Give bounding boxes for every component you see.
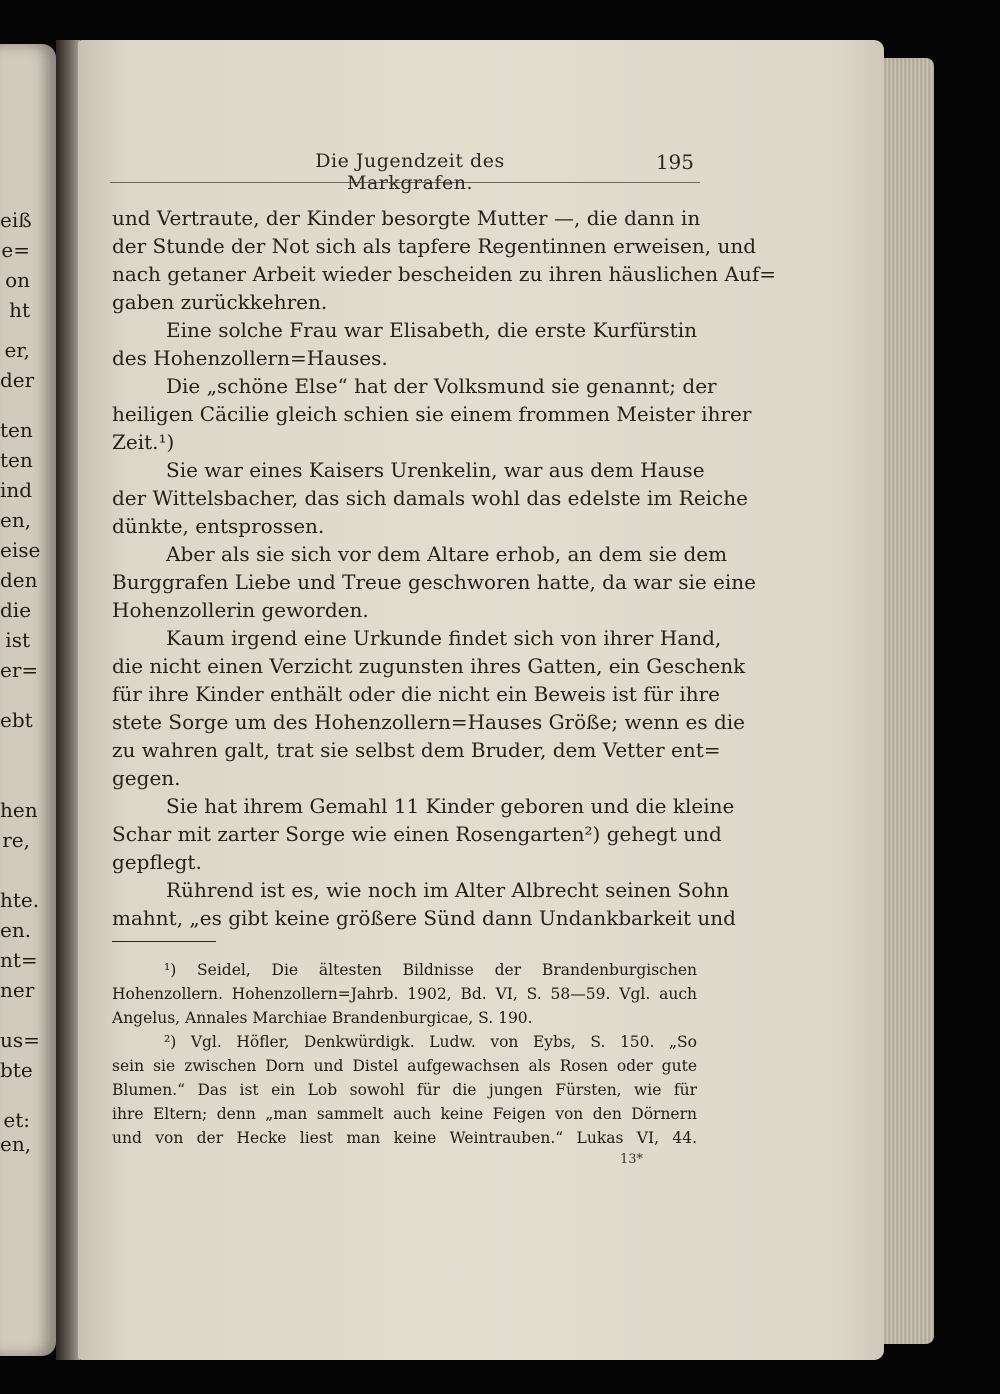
left-page-text: den [0, 568, 38, 592]
text-line: gepflegt. [112, 850, 202, 874]
left-page-text: hte. [0, 888, 40, 912]
left-page-text: et: [3, 1108, 30, 1132]
text-line: Sie hat ihrem Gemahl 11 Kinder geboren und die kleine [166, 794, 735, 818]
footnote-line: Angelus, Annales Marchiae Brandenburgicae, S. 190. [112, 1009, 533, 1027]
footnote-line: ¹) Seidel, Die ältesten Bildnisse der Brandenburgischen [164, 961, 697, 979]
text-line: gaben zurückkehren. [112, 290, 328, 314]
left-page-text: re, [2, 828, 30, 852]
left-page-text: der [0, 368, 35, 392]
text-line: Kaum irgend eine Urkunde findet sich von ihrer Hand, [166, 626, 722, 650]
text-line: Die „schöne Else“ hat der Volksmund sie genannt; der [166, 374, 717, 398]
text-line: und Vertraute, der Kinder besorgte Mutter —, die dann in [112, 206, 701, 230]
footnote-line: Hohenzollern. Hohenzollern=Jahrb. 1902, Bd. VI, S. 58—59. Vgl. auch [112, 985, 697, 1003]
running-title: Die Jugendzeit des Markgrafen. [315, 150, 505, 194]
left-page-text: ebt [0, 708, 33, 732]
book-gutter [56, 40, 80, 1360]
left-page-text: ten [0, 448, 33, 472]
left-page-text: ten [0, 418, 33, 442]
text-line: zu wahren galt, trat sie selbst dem Bruder, dem Vetter ent= [112, 738, 721, 762]
left-page-text: hen [0, 798, 38, 822]
text-line: gegen. [112, 766, 181, 790]
footnote-line: ²) Vgl. Höfler, Denkwürdigk. Ludw. von Eybs, S. 150. „So [164, 1033, 697, 1051]
footnote-line: und von der Hecke liest man keine Weintrauben.“ Lukas VI, 44. [112, 1129, 697, 1147]
left-page-text: e= [1, 238, 30, 262]
text-line: stete Sorge um des Hohenzollern=Hauses Größe; wenn es die [112, 710, 746, 734]
page-number: 195 [655, 150, 694, 174]
text-line: nach getaner Arbeit wieder bescheiden zu ihren häuslichen Auf= [112, 262, 776, 286]
footnote-rule [112, 941, 216, 942]
left-page-text: er, [4, 338, 30, 362]
left-page-text: on [5, 268, 30, 292]
left-page-text: eiß [0, 208, 32, 232]
left-page-text: en. [0, 918, 32, 942]
left-page-text: ner [0, 978, 35, 1002]
left-page-fragment [0, 44, 56, 1356]
left-page-text: die [0, 598, 32, 622]
page-edges [878, 58, 934, 1344]
printer-signature: 13* [620, 1152, 644, 1167]
page-header [110, 150, 700, 194]
text-line: dünkte, entsprossen. [112, 514, 325, 538]
left-page-text: er= [0, 658, 39, 682]
text-line: Zeit.¹) [112, 430, 175, 454]
left-page-text: en, [0, 1132, 32, 1156]
left-page-text: us= [0, 1028, 40, 1052]
left-page-text: ist [5, 628, 30, 652]
text-line: für ihre Kinder enthält oder die nicht ein Beweis ist für ihre [112, 682, 721, 706]
text-line: Rührend ist es, wie noch im Alter Albrecht seinen Sohn [166, 878, 730, 902]
footnote-line: Blumen.“ Das ist ein Lob sowohl für die jungen Fürsten, wie für [112, 1081, 697, 1099]
text-line: Schar mit zarter Sorge wie einen Rosengarten²) gehegt und [112, 822, 722, 846]
left-page-text: nt= [0, 948, 38, 972]
text-line: Hohenzollerin geworden. [112, 598, 369, 622]
left-page-text: ht [9, 298, 30, 322]
footnote-line: ihre Eltern; denn „man sammelt auch keine Feigen von den Dörnern [112, 1105, 697, 1123]
text-line: des Hohenzollern=Hauses. [112, 346, 388, 370]
text-line: der Stunde der Not sich als tapfere Regentinnen erweisen, und [112, 234, 757, 258]
left-page-text: eise [0, 538, 41, 562]
footnote-line: sein sie zwischen Dorn und Distel aufgewachsen als Rosen oder gute [112, 1057, 697, 1075]
text-line: mahnt, „es gibt keine größere Sünd dann Undankbarkeit und [112, 906, 736, 930]
text-line: heiligen Cäcilie gleich schien sie einem frommen Meister ihrer [112, 402, 752, 426]
text-line: der Wittelsbacher, das sich damals wohl das edelste im Reiche [112, 486, 748, 510]
text-line: Burggrafen Liebe und Treue geschworen hatte, da war sie eine [112, 570, 757, 594]
text-line: die nicht einen Verzicht zugunsten ihres Gatten, ein Geschenk [112, 654, 746, 678]
text-line: Sie war eines Kaisers Urenkelin, war aus dem Hause [166, 458, 705, 482]
left-page-text: ind [0, 478, 33, 502]
text-line: Aber als sie sich vor dem Altare erhob, an dem sie dem [166, 542, 728, 566]
text-line: Eine solche Frau war Elisabeth, die erste Kurfürstin [166, 318, 697, 342]
left-page-text: en, [0, 508, 32, 532]
left-page-text: bte [0, 1058, 33, 1082]
